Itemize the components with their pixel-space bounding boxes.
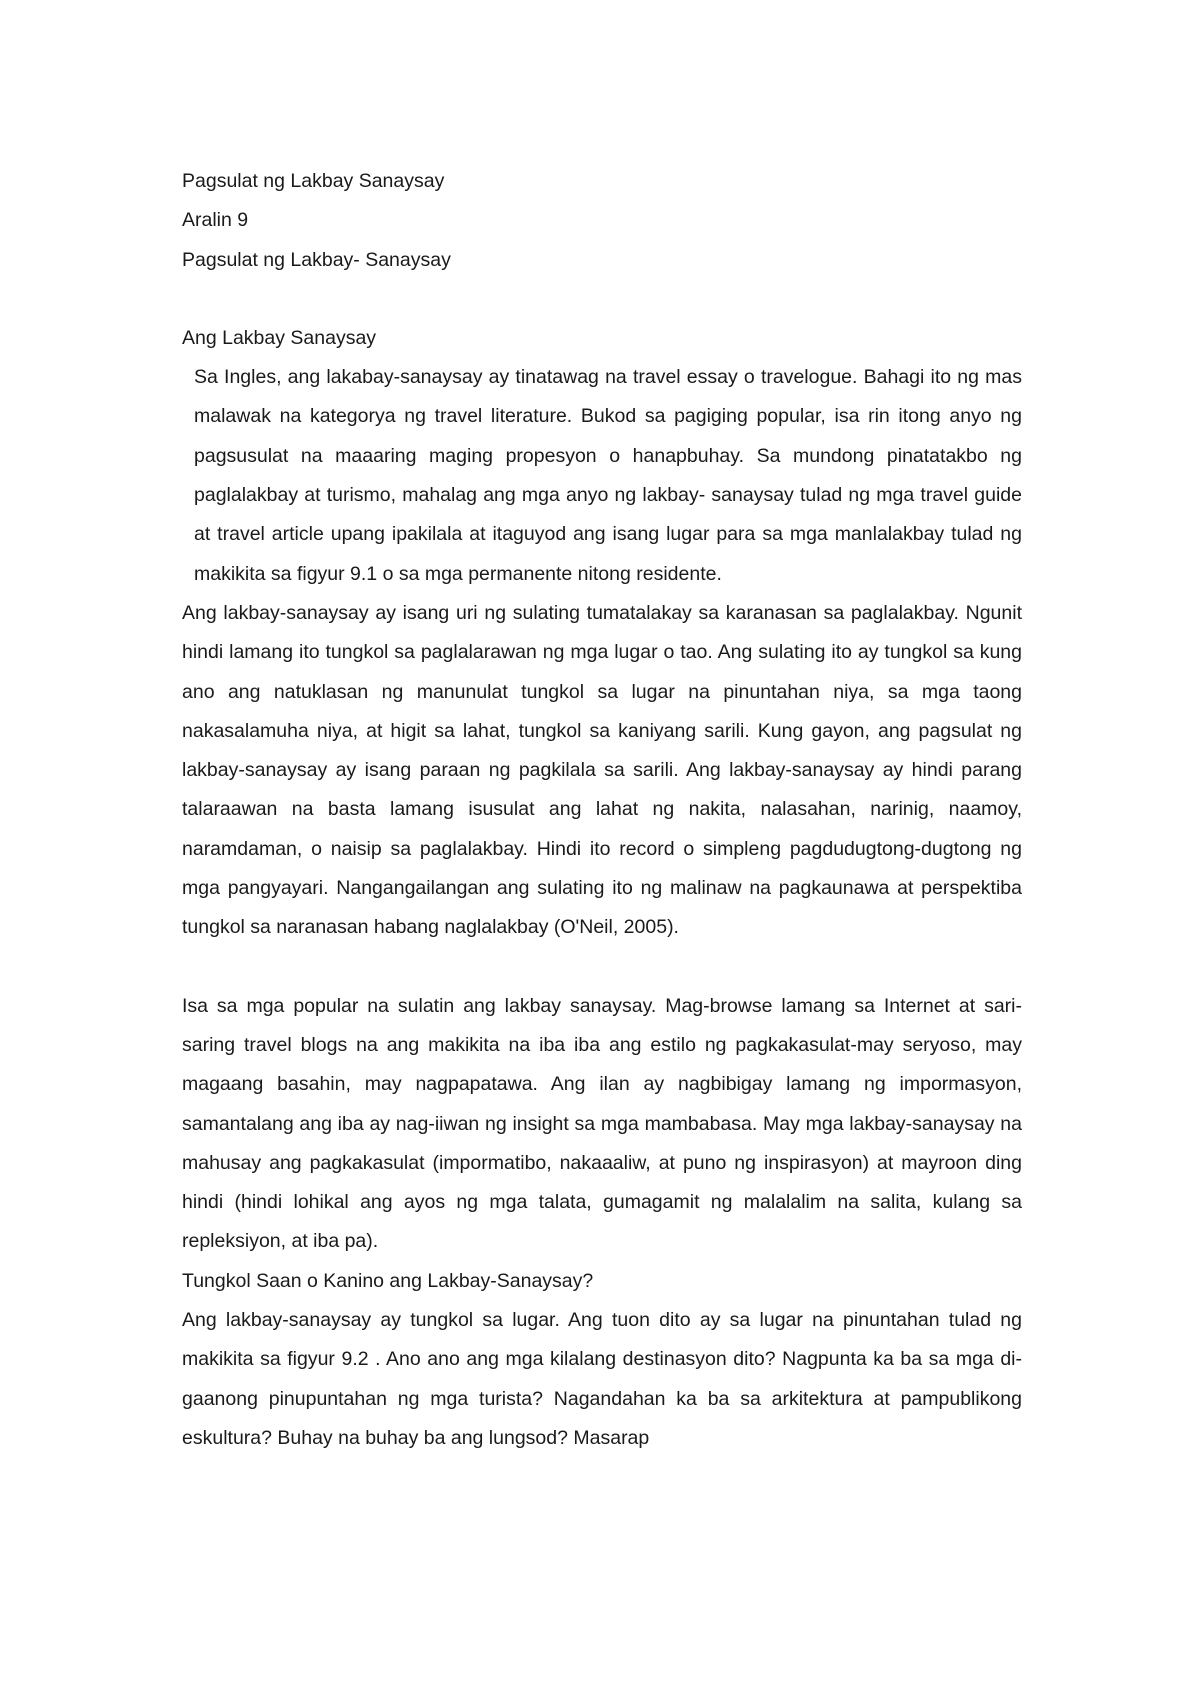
document-page: [182, 162, 1022, 1458]
document-title: Pagsulat ng Lakbay Sanaysay: [182, 170, 445, 192]
lesson-number: Aralin 9: [182, 209, 249, 232]
paragraph-place: Ang lakbay-sanaysay ay tungkol sa lugar. Ang tuon dito ay sa lugar na pinuntahan tulad ng makikita sa figyur 9.2 . Ano ano ang mga kilalang destinasyon dito? Nagpunta ka ba sa mga di-gaanong pinupuntahan ng mga turista? Nagandahan ka ba sa arkitektura at pampublikong eskultura? Buhay na buhay ba ang lungsod? Masarap: [182, 1309, 1022, 1449]
paragraph-intro: Sa Ingles, ang lakabay-sanaysay ay tinatawag na travel essay o travelogue. Bahagi ito ng mas malawak na kategorya ng travel literature. Bukod sa pagiging popular, isa rin itong anyo ng pagsusulat na maaaring maging propesyon o hanapbuhay. Sa mundong pinatatakbo ng paglalakbay at turismo, mahalag ang mga anyo ng lakbay- sanaysay tulad ng mga travel guide at travel article upang ipakilala at itaguyod ang isang lugar para sa mga manlalakbay tulad ng makikita sa figyur 9.1 o sa mga permanente nitong residente.: [194, 366, 1022, 585]
document-subtitle: Pagsulat ng Lakbay- Sanaysay: [182, 248, 451, 271]
section-heading: Ang Lakbay Sanaysay: [182, 326, 377, 349]
paragraph-definition: Ang lakbay-sanaysay ay isang uri ng sulating tumatalakay sa karanasan sa paglalakbay. Ngunit hindi lamang ito tungkol sa paglalarawan ng mga lugar o tao. Ang sulating ito ay tungkol sa kung ano ang natuklasan ng manunulat tungkol sa lugar na pinuntahan niya, sa mga taong nakasalamuha niya, at higit sa lahat, tungkol sa kaniyang sarili. Kung gayon, ang pagsulat ng lakbay-sanaysay ay isang paraan ng pagkilala sa sarili. Ang lakbay-sanaysay ay hindi parang talaraawan na basta lamang isusulat ang lahat ng nakita, nalasahan, narinig, naamoy, naramdaman, o naisip sa paglalakbay. Hindi ito record o simpleng pagdudugtong-dugtong ng mga pangyayari. Nangangailangan ang sulating ito ng malinaw na pagkaunawa at perspektiba tungkol sa naranasan habang naglalakbay (O'Neil, 2005).: [182, 601, 1022, 939]
section-heading-2: Tungkol Saan o Kanino ang Lakbay-Sanaysay?: [182, 1269, 594, 1292]
paragraph-popular: Isa sa mga popular na sulatin ang lakbay sanaysay. Mag-browse lamang sa Internet at sari-saring travel blogs na ang makikita na iba iba ang estilo ng pagkakasulat-may seryoso, may magaang basahin, may nagpapatawa. Ang ilan ay nagbibigay lamang ng impormasyon, samantalang ang iba ay nag-iiwan ng insight sa mga mambabasa. May mga lakbay-sanaysay na mahusay ang pagkakasulat (impormatibo, nakaaaliw, at puno ng inspirasyon) at mayroon ding hindi (hindi lohikal ang ayos ng mga talata, gumagamit ng malalalim na salita, kulang sa repleksiyon, at iba pa).: [182, 994, 1022, 1253]
blank-line: [182, 280, 1022, 319]
blank-line: [182, 948, 1022, 987]
